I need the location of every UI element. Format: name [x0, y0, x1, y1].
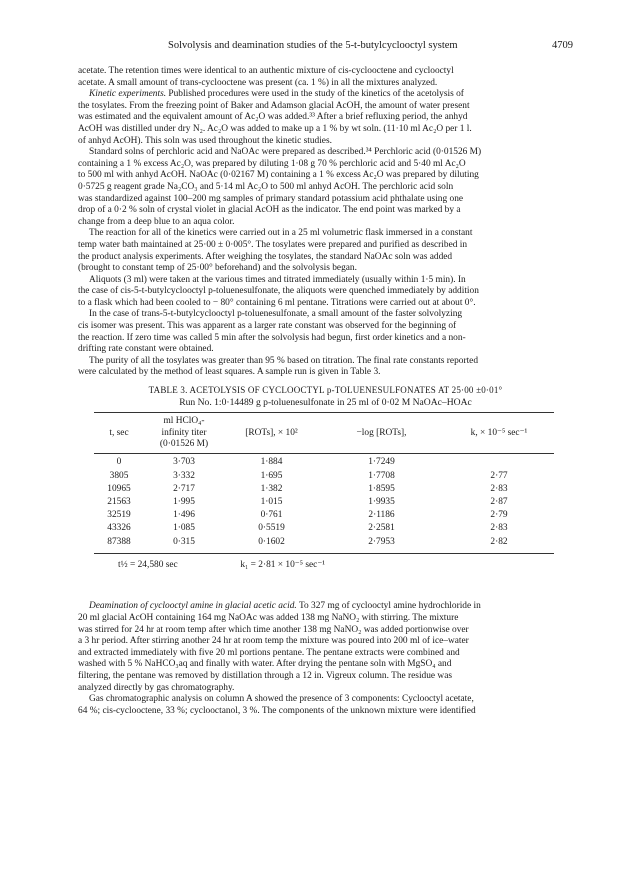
rate-constant-note: k₁ = 2·81 × 10⁻⁵ sec⁻¹	[240, 559, 326, 570]
cell: 1·9935	[368, 497, 395, 508]
cell: 3·703	[173, 457, 195, 468]
cell: 1·015	[260, 497, 283, 508]
paragraph-gas-chromatography	[78, 694, 573, 717]
spacer	[78, 571, 573, 601]
col-header-titer-line2: infinity titer	[161, 427, 207, 438]
table-footer	[118, 560, 573, 572]
cell: 32519	[107, 510, 131, 521]
cell: 2·1186	[368, 510, 395, 521]
col-header-log: −log [ROTs],	[356, 427, 407, 438]
text-line: drop of a 0·2 % soln of crystal violet in glacial AcOH as the indicator. The end point was marked by a	[78, 205, 461, 216]
paragraph-product-analysis-end	[78, 66, 573, 89]
cell: 0·5519	[258, 523, 285, 534]
cell: 2·87	[490, 497, 508, 508]
text-line: to a flask which had been cooled to − 80° containing 6 ml pentane. Titrations were carried out at about 0°.	[78, 297, 476, 308]
paragraph-standard-solutions	[78, 147, 573, 228]
table-header	[94, 416, 554, 450]
cell: 2·7953	[368, 536, 395, 547]
cell: 2·717	[173, 483, 195, 494]
table-subtitle: Run No. 1:0·14489 g p-toluenesulfonate in 25 ml of 0·02 M NaOAc–HOAc	[179, 396, 472, 408]
cell: 87388	[107, 536, 131, 547]
text-line: a 3 hr period. After stirring another 24 hr at room temp the mixture was poured into 200 ml of ice–water	[78, 636, 469, 647]
table-row	[94, 470, 554, 483]
paragraph-trans-isomer	[78, 309, 573, 355]
text-line: washed with 5 % NaHCO₃aq and finally with water. After drying the pentane soln with MgSO₄ and	[78, 659, 452, 670]
table-row	[94, 509, 554, 522]
cell: 3805	[109, 470, 129, 481]
cell: 2·83	[490, 483, 508, 494]
text-line: acetate. The retention times were identical to an authentic mixture of cis-cyclooctene and cyclooctyl	[78, 66, 454, 76]
text-line	[78, 601, 573, 613]
text-line: and extracted immediately with five 20 ml portions pentane. The pentane extracts were combined and	[78, 647, 460, 658]
cell: 43326	[107, 523, 131, 534]
table-row	[94, 496, 554, 509]
text-line: the product analysis experiments. After weighing the tosylates, the standard NaOAc soln was added	[78, 251, 453, 262]
table-header-rule	[94, 453, 554, 454]
text-line: Gas chromatographic analysis on column A showed the presence of 3 components: Cyclooctyl acetate,	[89, 694, 474, 705]
text-line: was estimated and the equivalent amount of Ac₂O was added.³³ After a brief refluxing period, the anhyd	[78, 112, 468, 123]
paragraph-purity	[78, 356, 573, 379]
text-line: Standard solns of perchloric acid and NaOAc were prepared as described.³⁴ Perchloric acid (0·01526 M)	[89, 147, 482, 158]
paragraph-kinetic-experiments	[78, 89, 573, 147]
col-header-rots: [ROTs], × 10²	[245, 427, 298, 438]
article-body	[78, 66, 573, 717]
text-line: of anhyd AcOH). This soln was used throughout the kinetic studies.	[78, 135, 332, 146]
cell: 1·496	[173, 510, 195, 521]
page-header	[78, 40, 573, 56]
cell: 1·995	[173, 497, 195, 508]
cell: 10965	[107, 483, 131, 494]
col-header-titer-line1: ml HClO₄-	[163, 416, 205, 427]
paragraph-deamination	[78, 601, 573, 694]
text-line: The purity of all the tosylates was greater than 95 % based on titration. The final rate constants reported	[89, 355, 479, 366]
text-line: analyzed directly by gas chromatography.	[78, 682, 235, 693]
text-line: In the case of trans-5-t-butylcyclooctyl p-toluenesulfonate, a small amount of the faster solvolyzing	[89, 309, 463, 320]
running-head: Solvolysis and deamination studies of the 5-t-butylcyclooctyl system	[168, 40, 458, 51]
text-line: 0·5725 g reagent grade Na₂CO₃ and 5·14 ml Ac₂O to 500 ml anhyd AcOH. The perchloric acid soln	[78, 181, 454, 192]
table-row	[94, 522, 554, 535]
cell: 1·085	[173, 523, 195, 534]
acetolysis-table	[94, 416, 554, 549]
table-3	[78, 385, 573, 571]
text-line: acetate. A small amount of trans-cyclooctene was present (ca. 1 %) in all the mixtures analyzed.	[78, 77, 438, 88]
text-line: change from a deep blue to an aqua color.	[78, 216, 235, 227]
col-header-rate: k, × 10⁻⁵ sec⁻¹	[470, 427, 528, 438]
text-line: cis isomer was present. This was apparent as a larger rate constant was observed for the beginning of	[78, 321, 457, 332]
text-line: (brought to constant temp of 25·00° beforehand) and the solvolysis began.	[78, 263, 357, 274]
cell: 0	[116, 457, 122, 468]
text-run: Published procedures were used in the study of the kinetics of the acetolysis of	[166, 89, 464, 100]
text-line: AcOH was distilled under dry N₂. Ac₂O was added to make up a 1 % by wt soln. (11·10 ml Ac₂O per 1 l.	[78, 123, 472, 134]
col-header-titer-line3: (0·01526 M)	[159, 439, 209, 450]
cell: 2·82	[490, 536, 508, 547]
col-header-time: t, sec	[109, 427, 129, 438]
text-line: The reaction for all of the kinetics were carried out in a 25 ml volumetric flask immersed in a constant	[89, 228, 473, 239]
cell: 2·2581	[368, 523, 395, 534]
text-line: were calculated by the method of least squares. A sample run is given in Table 3.	[78, 367, 381, 378]
cell: 21563	[107, 497, 131, 508]
text-line: temp water bath maintained at 25·00 ± 0·005°. The tosylates were prepared and purified as described in	[78, 239, 468, 250]
cell: 1·382	[260, 483, 283, 494]
table-header-row	[94, 416, 554, 450]
cell	[444, 456, 554, 469]
cell: 1·8595	[368, 483, 395, 494]
text-line: was stirred for 24 hr at room temp after which time another 138 mg NaNO₂ was added portionwise over	[78, 624, 469, 635]
page-number: 4709	[552, 40, 573, 51]
cell: 1·7249	[368, 457, 395, 468]
text-run: To 327 mg of cyclooctyl amine hydrochloride in	[296, 601, 481, 612]
section-heading-kinetic: Kinetic experiments.	[89, 89, 167, 100]
text-line: the case of cis-5-t-butylcyclooctyl p-toluenesulfonate, the aliquots were quenched immediately by addition	[78, 286, 479, 297]
text-line: 20 ml glacial AcOH containing 164 mg NaOAc was added 138 mg NaNO₂ with stirring. The mixture	[78, 613, 459, 624]
table-row	[94, 456, 554, 469]
cell: 1·695	[260, 470, 283, 481]
cell: 0·761	[260, 510, 283, 521]
text-line: to 500 ml with anhyd AcOH. NaOAc (0·02167 M) containing a 1 % excess Ac₂O was prepared by diluting	[78, 170, 479, 181]
table-bottom-rule	[94, 553, 554, 554]
col-header-titer	[144, 416, 224, 450]
text-line: the reaction. If zero time was called 5 min after the solvolysis had begun, first order kinetics and a non-	[78, 332, 466, 343]
cell: 1·884	[260, 457, 283, 468]
table-row	[94, 483, 554, 496]
section-heading-deamination: Deamination of cyclooctyl amine in glacial acetic acid.	[89, 601, 297, 612]
text-line: filtering, the pentane was removed by distillation through a 12 in. Vigreux column. The residue was	[78, 671, 453, 682]
table-title: TABLE 3. ACETOLYSIS OF CYCLOOCTYL p-TOLUENESULFONATES AT 25·00 ±0·01°	[148, 385, 503, 396]
cell: 0·315	[173, 536, 195, 547]
table-top-rule	[94, 412, 554, 413]
text-line: was standardized against 100–200 mg samples of primary standard potassium acid phthalate using one	[78, 193, 464, 204]
text-line: 64 %; cis-cyclooctene, 33 %; cyclooctanol, 3 %. The components of the unknown mixture were identified	[78, 705, 476, 716]
cell: 0·1602	[258, 536, 285, 547]
text-line	[78, 89, 573, 101]
cell: 2·77	[490, 470, 508, 481]
cell: 1·7708	[368, 470, 395, 481]
text-line: Aliquots (3 ml) were taken at the various times and titrated immediately (usually within 1·5 min). In	[89, 274, 466, 285]
text-line: containing a 1 % excess Ac₂O, was prepared by diluting 1·08 g 70 % perchloric acid and 5·40 ml Ac₂O	[78, 158, 466, 169]
cell: 2·83	[490, 523, 508, 534]
paragraph-aliquots	[78, 275, 573, 310]
cell: 3·332	[173, 470, 195, 481]
table-row	[94, 536, 554, 549]
text-line: drifting rate constant were obtained.	[78, 344, 214, 355]
text-line: the tosylates. From the freezing point of Baker and Adamson glacial AcOH, the amount of water present	[78, 100, 470, 111]
half-life-note: t½ = 24,580 sec	[118, 559, 178, 570]
cell: 2·79	[490, 510, 508, 521]
table-body	[94, 450, 554, 548]
paragraph-reaction-setup	[78, 228, 573, 274]
